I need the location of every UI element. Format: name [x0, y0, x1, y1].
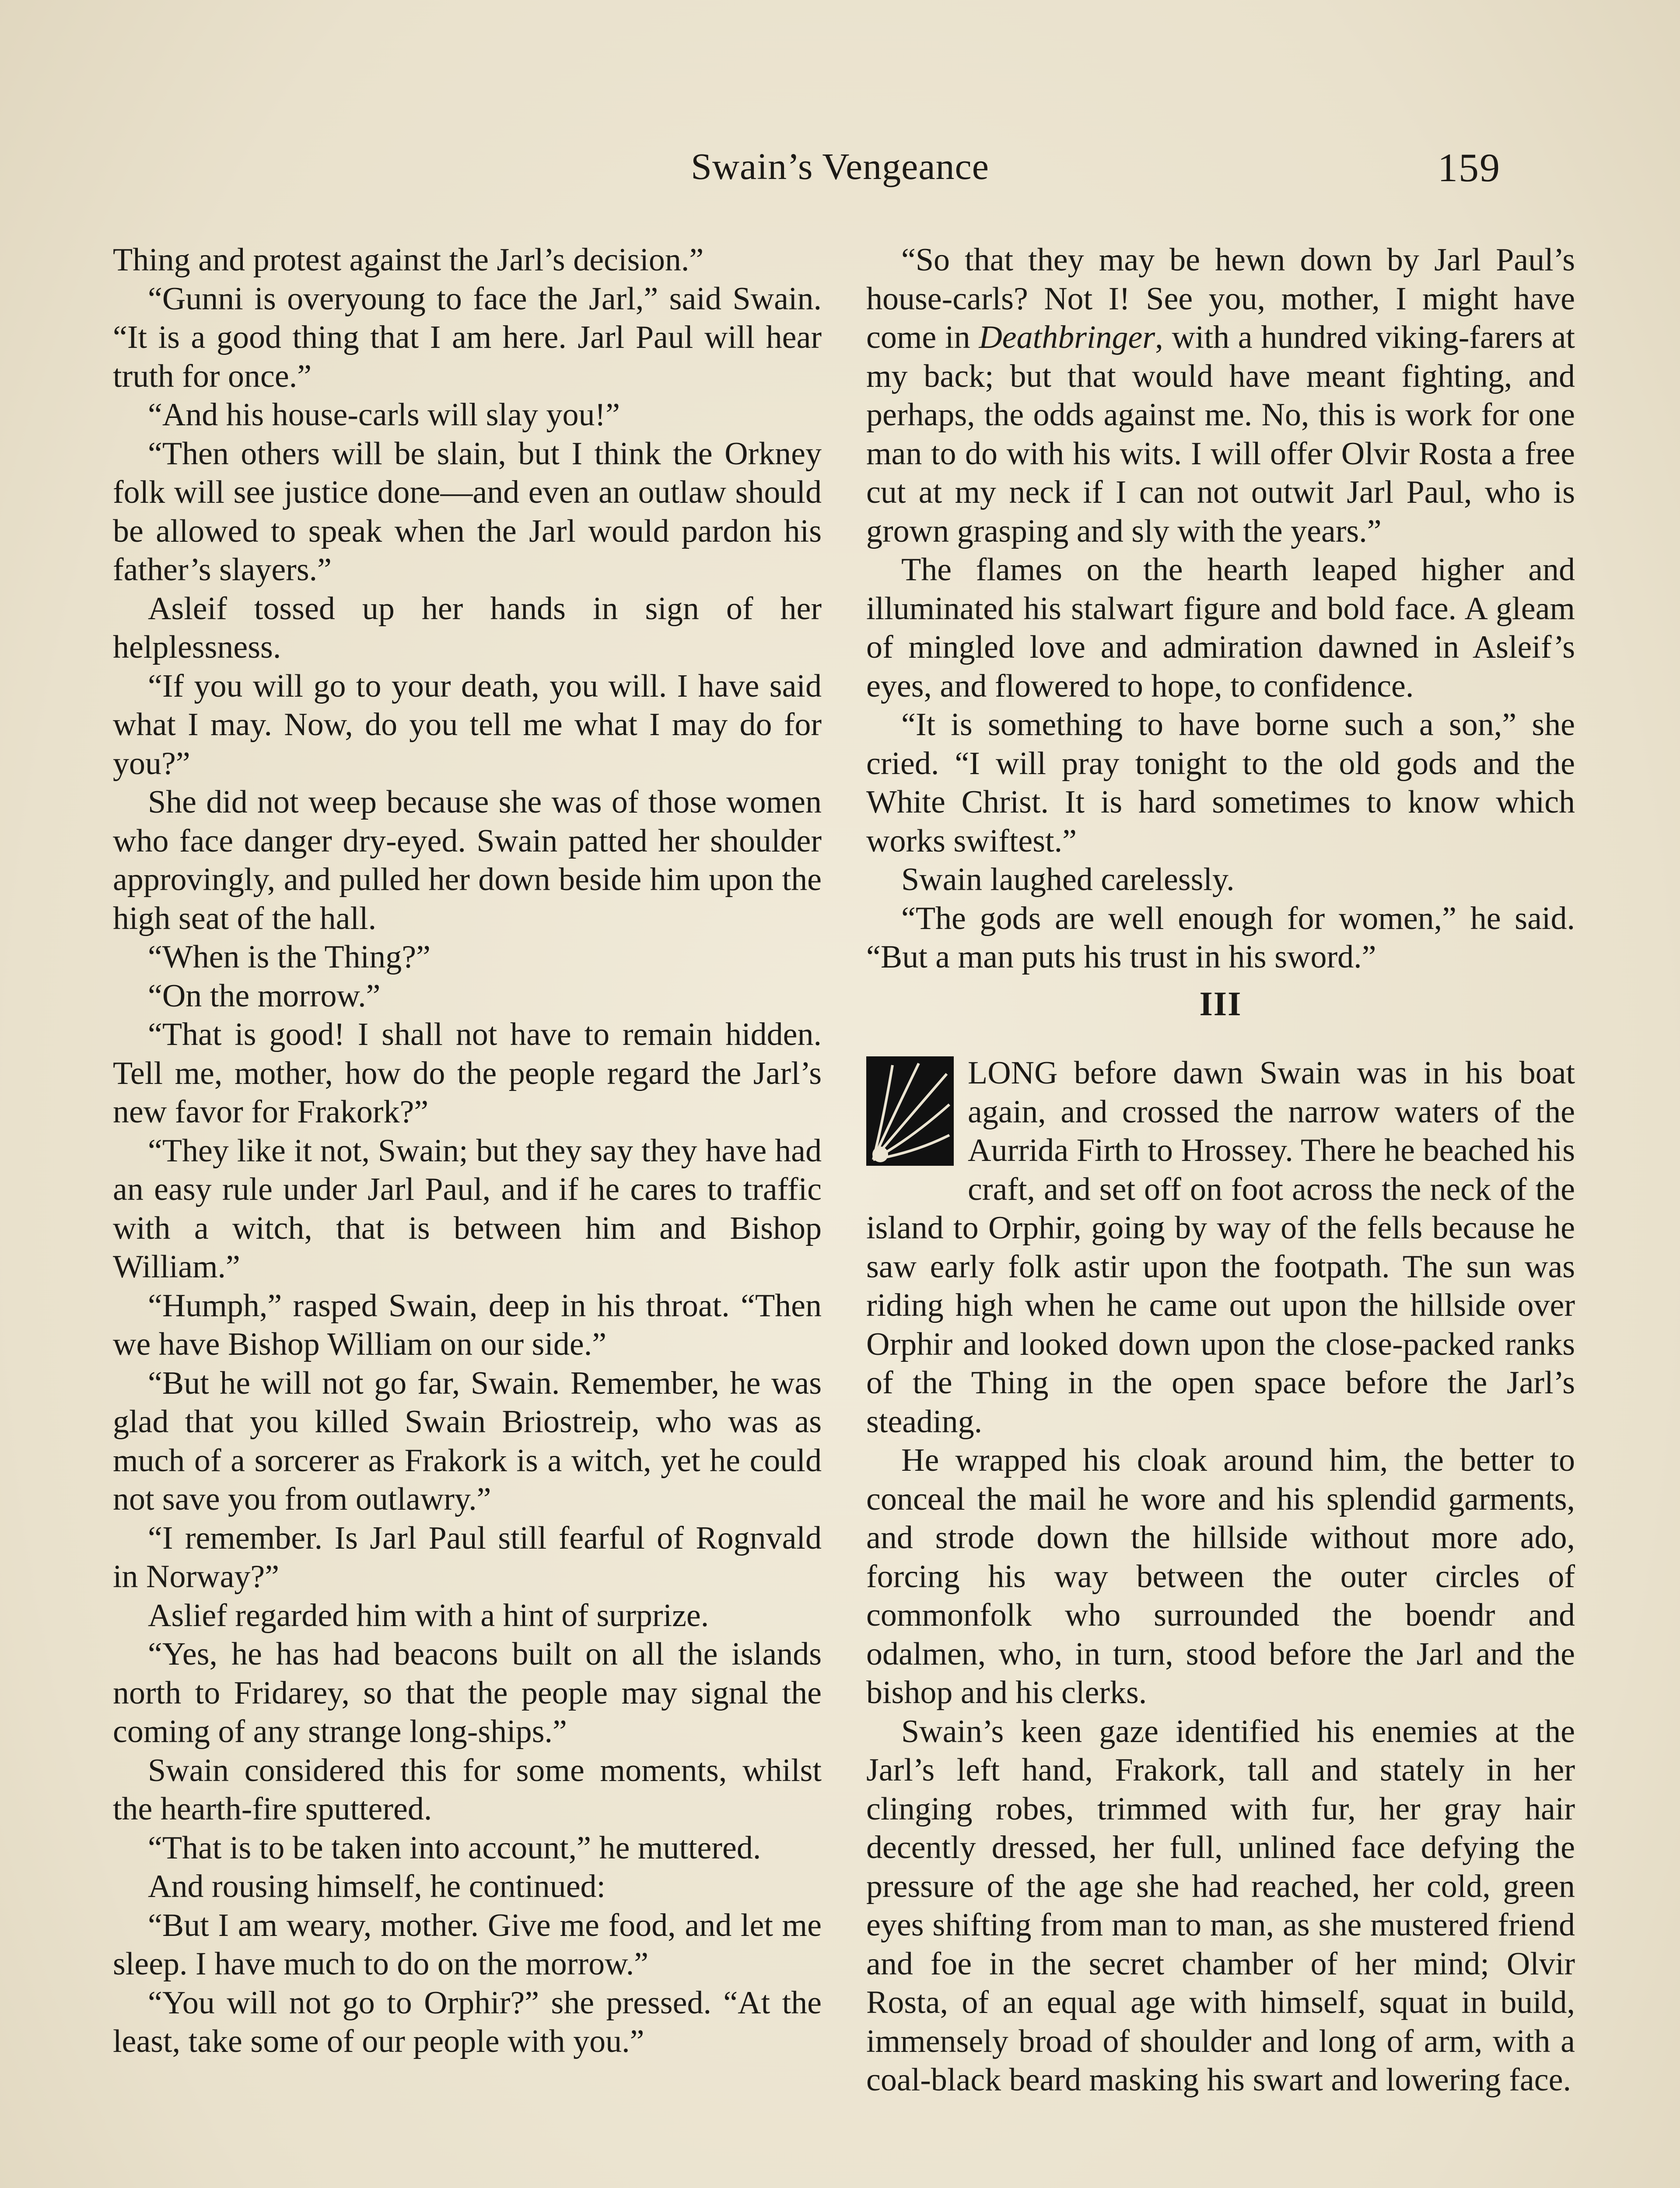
- paragraph: “And his house-carls will slay you!”: [148, 397, 620, 433]
- paragraph: Swain’s keen gaze identified his enemies at the Jarl’s left hand, Frakork, tall and stately in her clinging robes, trimmed with fur, her gray hair decently dressed, her full, unlined face defying the pressure of the age she had reached, her cold, green eyes shifting from man to man, as she mustered friend and foe in the secret chamber of her mind; Olvir Rosta, of an equal age with himself, squat in build, immensely broad of shoulder and long of arm, with a coal-black beard masking his swart and lowering face.: [866, 1713, 1575, 2098]
- paragraph: “Humph,” rasped Swain, deep in his throat. “Then we have Bishop William on our side.”: [113, 1287, 822, 1362]
- page-number: 159: [1438, 145, 1501, 190]
- paragraph: “If you will go to your death, you will. I have said what I may. Now, do you tell me what I may do for you?”: [113, 668, 822, 782]
- page-header: [109, 144, 1571, 197]
- paragraph: “You will not go to Orphir?” she pressed. “At the least, take some of our people with you.”: [113, 1985, 822, 2059]
- ship-name: Deathbringer: [979, 319, 1155, 355]
- paragraph: “On the morrow.”: [148, 978, 381, 1014]
- paragraph: [866, 241, 1575, 551]
- paragraph: “That is to be taken into account,” he muttered.: [148, 1830, 761, 1866]
- sunburst-ornament-icon: [866, 1056, 954, 1166]
- text-run: “So that they may be hewn down by Jarl Paul’s house-carls? Not I! See you, mother, I might have come in: [866, 242, 1575, 355]
- paragraph: “That is good! I shall not have to remain hidden. Tell me, mother, how do the people regard the Jarl’s new favor for Frakork?”: [113, 1017, 822, 1130]
- running-title: Swain’s Vengeance: [691, 145, 989, 187]
- paragraph: He wrapped his cloak around him, the better to conceal the mail he wore and his splendid garments, and strode down the hillside without more ado, forcing his way between the outer circles of commonfolk who surrounded the boendr and odalmen, who, in turn, stood before the Jarl and the bishop and his clerks.: [866, 1442, 1575, 1711]
- paragraph: Asleif tossed up her hands in sign of her helplessness.: [113, 590, 822, 665]
- paragraph: “But I am weary, mother. Give me food, and let me sleep. I have much to do on the morrow.”: [113, 1907, 822, 1982]
- paragraph: The flames on the hearth leaped higher and illuminated his stalwart figure and bold face. A gleam of mingled love and admiration dawned in Asleif’s eyes, and flowered to hope, to confidence.: [866, 552, 1575, 704]
- paragraph: “When is the Thing?”: [148, 939, 430, 975]
- paragraph: “It is something to have borne such a son,” she cried. “I will pray tonight to the old gods and the White Christ. It is hard sometimes to know which works swiftest.”: [866, 707, 1575, 859]
- paragraph: Swain laughed carelessly.: [901, 862, 1235, 898]
- section-heading: III: [1199, 984, 1242, 1023]
- right-column: [866, 241, 1575, 2100]
- paragraph: And rousing himself, he continued:: [148, 1869, 606, 1904]
- left-column: [113, 241, 822, 2061]
- paragraph: “Yes, he has had beacons built on all the islands north to Fridarey, so that the people may signal the coming of any strange long-ships.”: [113, 1636, 822, 1750]
- paragraph: She did not weep because she was of those women who face danger dry-eyed. Swain patted her shoulder approvingly, and pulled her down beside him upon the high seat of the hall.: [113, 784, 822, 936]
- paragraph: “Then others will be slain, but I think the Orkney folk will see justice done—and even an outlaw should be allowed to speak when the Jarl would pardon his father’s slayers.”: [113, 435, 822, 588]
- paragraph: “Gunni is overyoung to face the Jarl,” said Swain. “It is a good thing that I am here. Jarl Paul will hear truth for once.”: [113, 281, 822, 394]
- paragraph: “The gods are well enough for women,” he said. “But a man puts his trust in his sword.”: [866, 900, 1575, 975]
- paragraph: “I remember. Is Jarl Paul still fearful of Rognvald in Norway?”: [113, 1520, 822, 1595]
- paragraph: Thing and protest against the Jarl’s decision.”: [113, 242, 704, 278]
- text-run: , with a hundred viking-farers at my back; but that would have meant fighting, and perhaps, the odds against me. No, this is work for one man to do with his wits. I will offer Olvir Rosta a free cut at my neck if I can not outwit Jarl Paul, who is grown grasping and sly with the years.”: [866, 319, 1575, 549]
- paragraph: Aslief regarded him with a hint of surprize.: [148, 1597, 709, 1634]
- paragraph: “But he will not go far, Swain. Remember, he was glad that you killed Swain Briostreip, who was as much of a sorcerer as Frakork is a witch, yet he could not save you from outlawry.”: [113, 1365, 822, 1517]
- dropcap-paragraph: [866, 1054, 1575, 1441]
- text-run: LONG before dawn Swain was in his boat again, and crossed the narrow waters of the Aurrida Firth to Hrossey. There he beached his craft, and set off on foot across the neck of the island to Orphir, going by way of the fells because he saw early folk astir upon the footpath. The sun was riding high when he came out upon the hillside over Orphir and looked down upon the close-packed ranks of the Thing in the open space before the Jarl’s steading.: [866, 1055, 1575, 1440]
- paragraph: Swain considered this for some moments, whilst the hearth-fire sputtered.: [113, 1752, 822, 1827]
- paragraph: “They like it not, Swain; but they say they have had an easy rule under Jarl Paul, and if he cares to traffic with a witch, that is between him and Bishop William.”: [113, 1133, 822, 1285]
